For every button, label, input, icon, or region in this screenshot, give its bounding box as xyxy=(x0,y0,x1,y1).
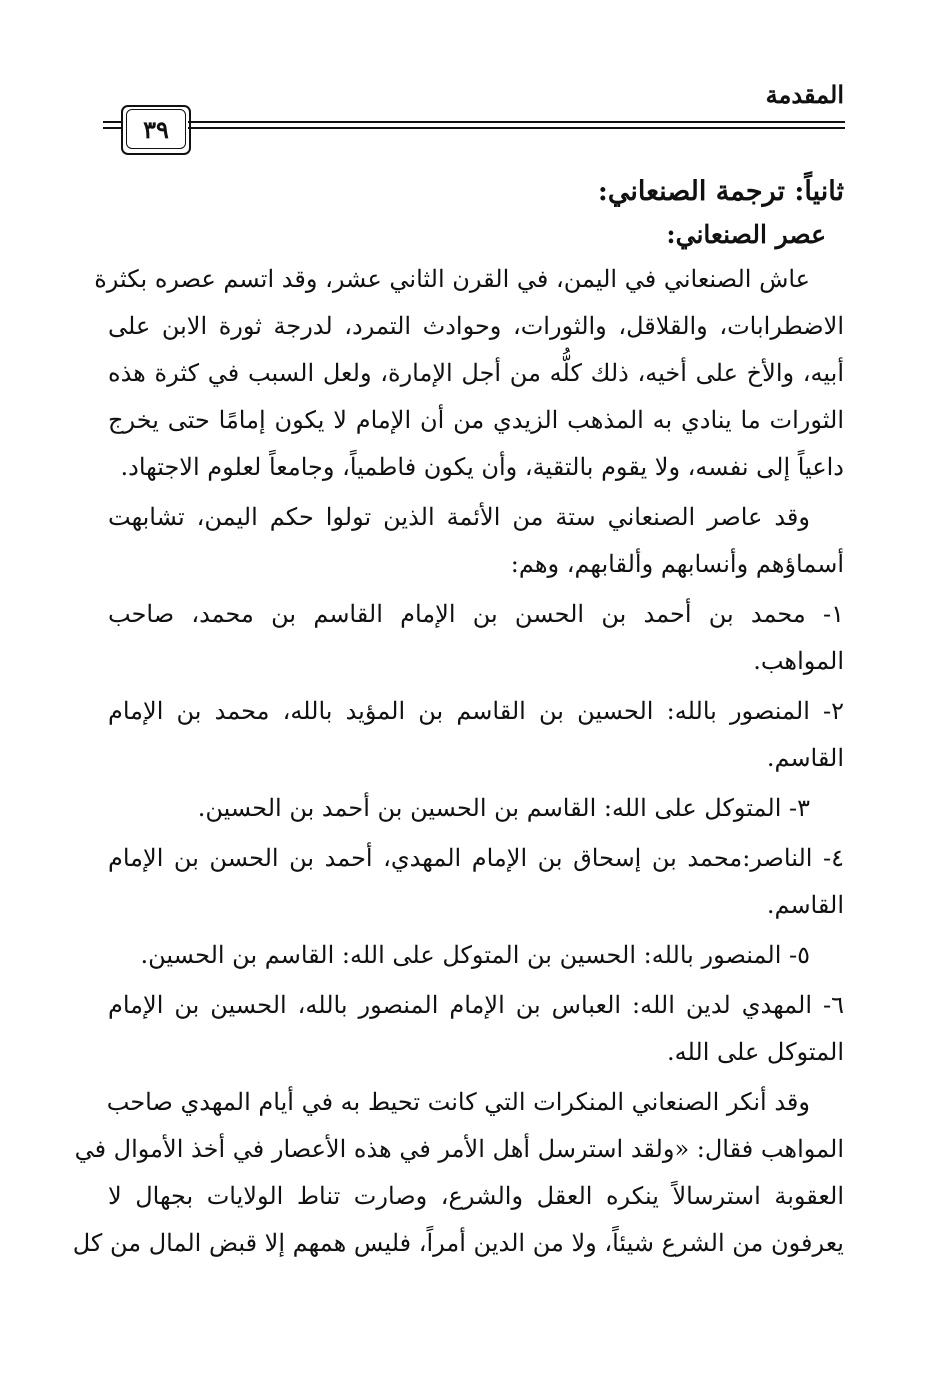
text-line: الثورات ما ينادي به المذهب الزيدي من أن الإمام لا يكون إمامًا حتى يخرج xyxy=(108,406,844,434)
text-line: الاضطرابات، والقلاقل، والثورات، وحوادث التمرد، لدرجة ثورة الابن على xyxy=(108,312,844,340)
list-item: ٢- المنصور بالله: الحسين بن القاسم بن المؤيد بالله، محمد بن الإمام xyxy=(108,697,844,725)
text-line: أسماؤهم وأنسابهم وألقابهم، وهم: xyxy=(510,550,844,578)
section-title: ثانياً: ترجمة الصنعاني: xyxy=(597,176,844,207)
text-line: يعرفون من الشرع شيئاً، ولا من الدين أمراً، فليس همهم إلا قبض المال من كل xyxy=(72,1229,844,1257)
list-item: ٥- المنصور بالله: الحسين بن المتوكل على الله: القاسم بن الحسين. xyxy=(140,941,810,969)
header-rule-stub-top xyxy=(103,121,121,123)
header-rule-bottom xyxy=(188,127,845,129)
section-subtitle: عصر الصنعاني: xyxy=(666,220,826,249)
text-line: القاسم. xyxy=(766,891,844,919)
page-body xyxy=(72,170,845,1267)
text-line: المتوكل على الله. xyxy=(666,1038,844,1066)
header-rule-top xyxy=(188,121,845,123)
list-item: ٦- المهدي لدين الله: العباس بن الإمام المنصور بالله، الحسين بن الإمام xyxy=(108,991,844,1019)
list-item: ٣- المتوكل على الله: القاسم بن الحسين بن أحمد بن الحسين. xyxy=(197,794,810,822)
text-line: العقوبة استرسالاً ينكره العقل والشرع، وصارت تناط الولايات بجهال لا xyxy=(108,1182,844,1210)
text-line: وقد أنكر الصنعاني المنكرات التي كانت تحيط به في أيام المهدي صاحب xyxy=(106,1088,810,1116)
text-line: المواهب فقال: «ولقد استرسل أهل الأمر في هذه الأعصار في أخذ الأموال في xyxy=(74,1135,844,1163)
list-item: ١- محمد بن أحمد بن الحسن بن الإمام القاسم بن محمد، صاحب xyxy=(108,600,844,628)
header-rule-stub-bottom xyxy=(103,127,121,129)
text-line: أبيه، والأخ على أخيه، ذلك كلُّه من أجل الإمارة، ولعل السبب في كثرة هذه xyxy=(108,359,844,387)
text-line: القاسم. xyxy=(766,744,844,772)
running-head-title: المقدمة xyxy=(765,80,844,109)
text-line: وقد عاصر الصنعاني ستة من الأئمة الذين تولوا حكم اليمن، تشابهت xyxy=(108,503,810,531)
page-number: ٣٩ xyxy=(126,109,186,149)
text-line: المواهب. xyxy=(753,647,844,675)
text-line: عاش الصنعاني في اليمن، في القرن الثاني عشر، وقد اتسم عصره بكثرة xyxy=(94,265,810,293)
list-item: ٤- الناصر:محمد بن إسحاق بن الإمام المهدي، أحمد بن الحسن بن الإمام xyxy=(108,844,845,872)
body-text xyxy=(72,256,845,1267)
text-line: داعياً إلى نفسه، ولا يقوم بالتقية، وأن يكون فاطمياً، وجامعاً لعلوم الاجتهاد. xyxy=(120,453,844,481)
